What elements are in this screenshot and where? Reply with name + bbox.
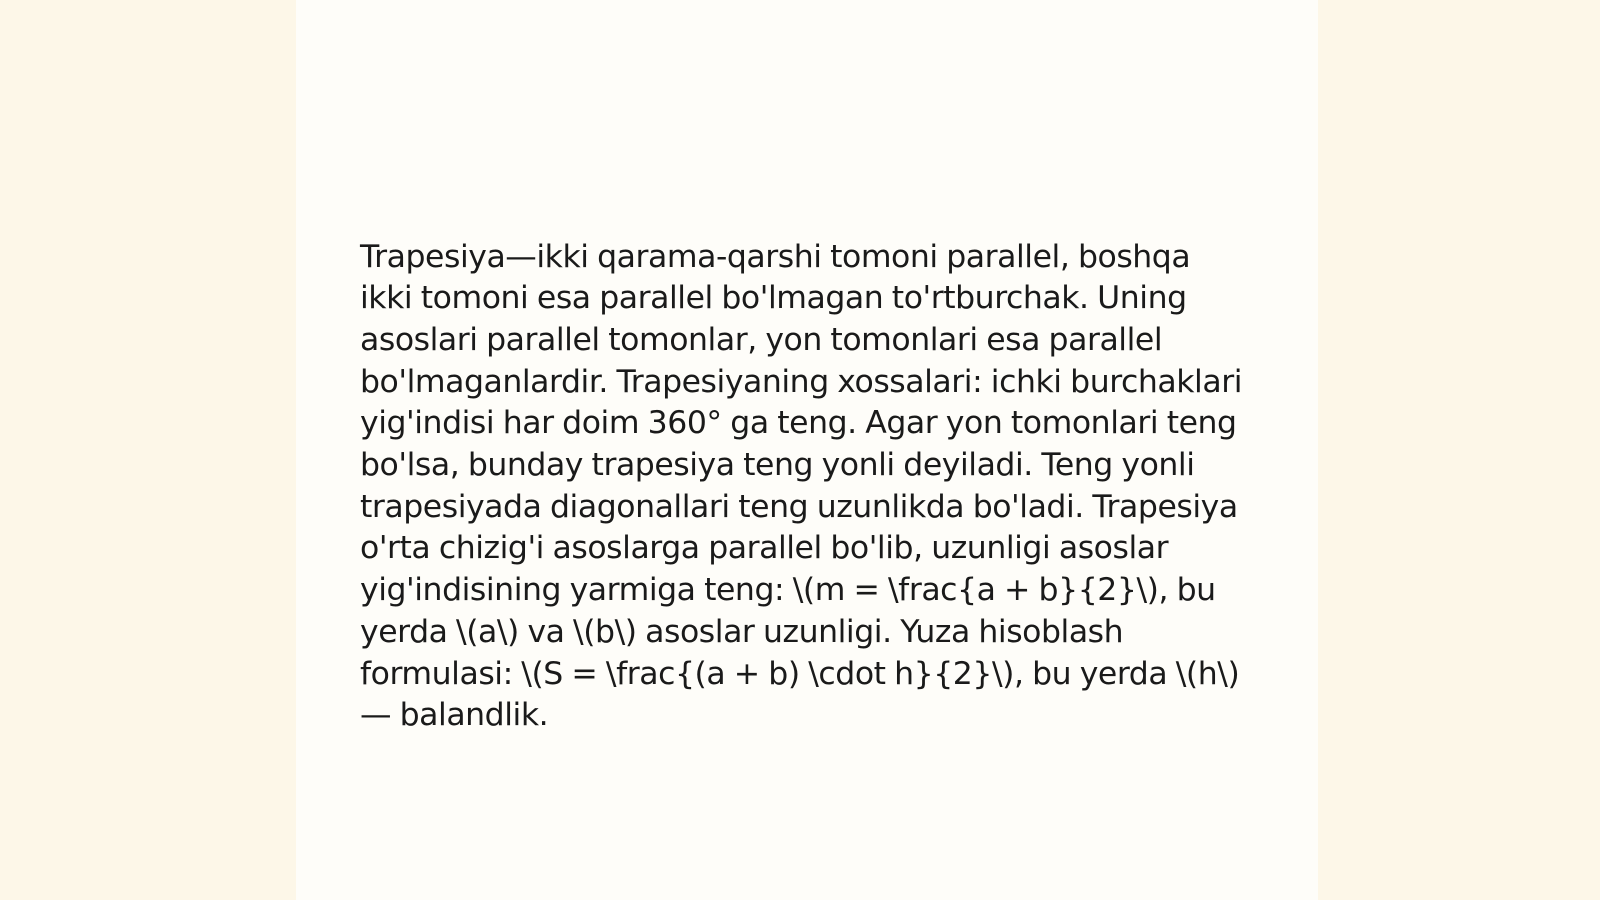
- document-page: [296, 0, 1318, 900]
- body-paragraph: Trapesiya—ikki qarama-qarshi tomoni parallel, boshqa ikki tomoni esa parallel bo'lmagan to'rtburchak. Uning asoslari parallel tomonlar, yon tomonlari esa parallel bo'lmaganlardir. Trapesiyaning xossalari: ichki burchaklari yig'indisi har doim 360° ga teng. Agar yon tomonlari teng bo'lsa, bunday trapesiya teng yonli deyiladi. Teng yonli trapesiyada diagonallari teng uzunlikda bo'ladi. Trapesiya o'rta chizig'i asoslarga parallel bo'lib, uzunligi asoslar yig'indisining yarmiga teng: \(m = \frac{a + b}{2}\), bu yerda \(a\) va \(b\) asoslar uzunligi. Yuza hisoblash formulasi: \(S = \frac{(a + b) \cdot h}{2}\), bu yerda \(h\) — balandlik.: [360, 238, 1242, 734]
